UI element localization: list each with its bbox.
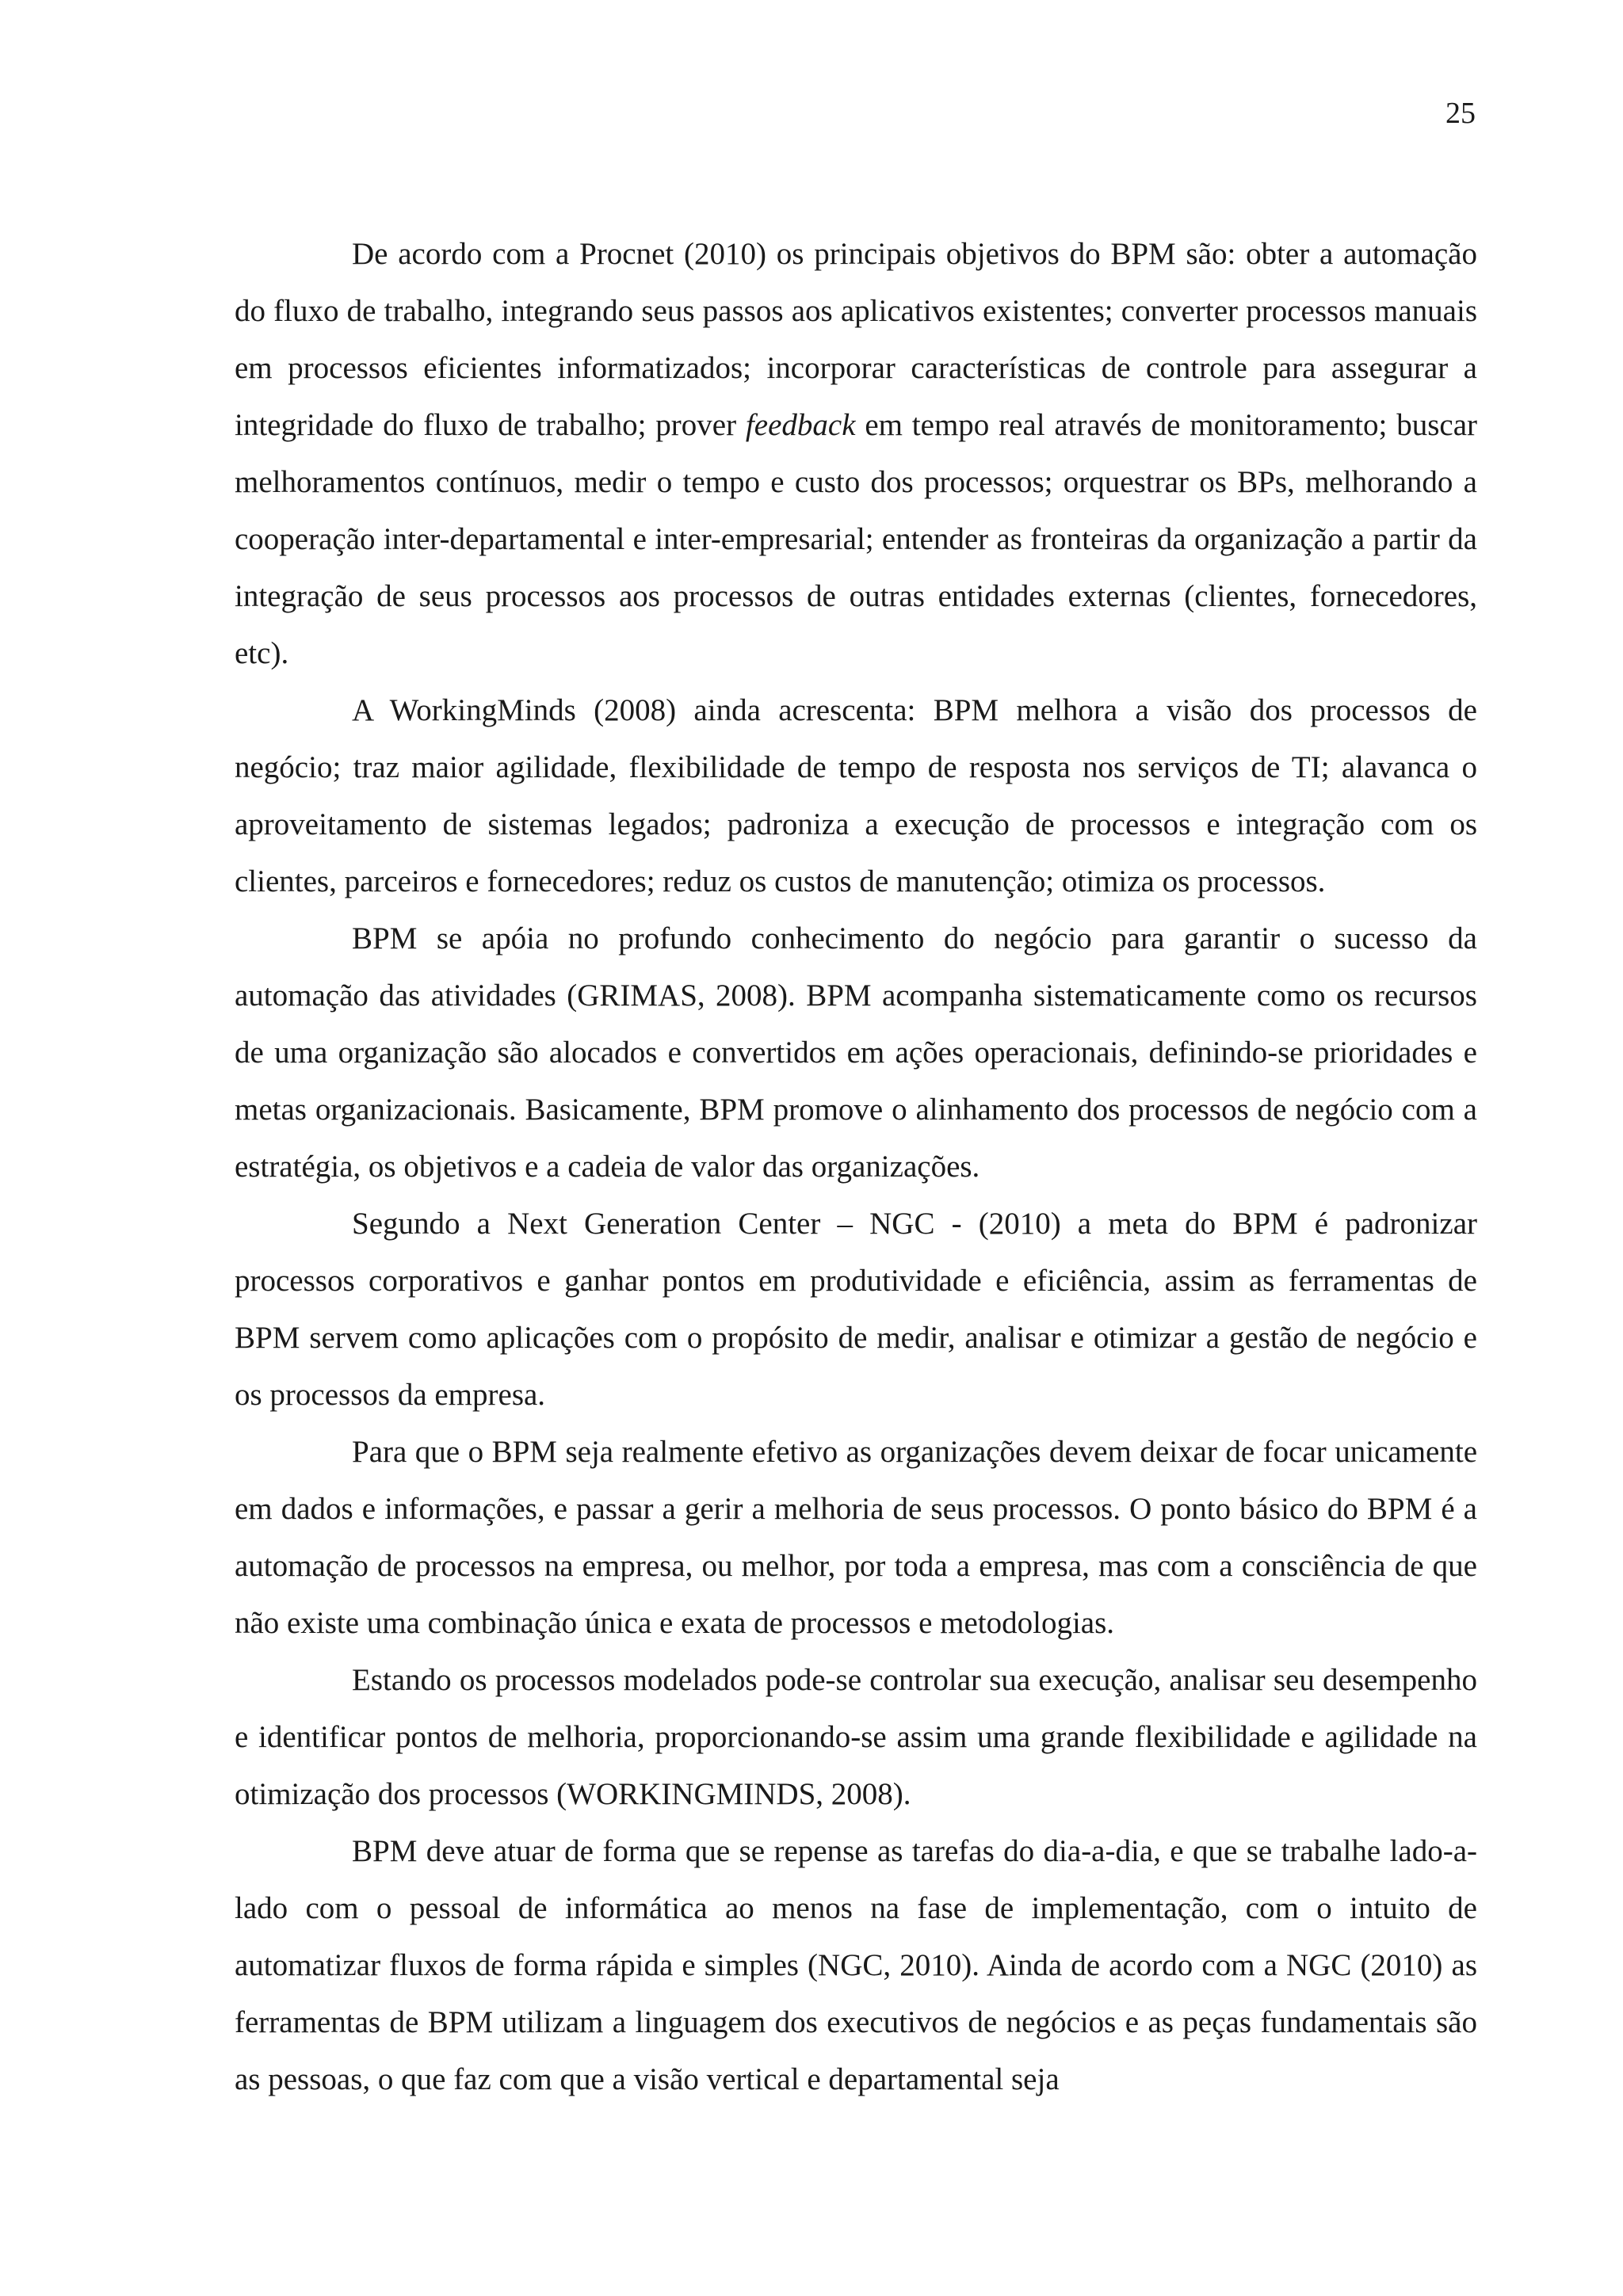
paragraph-text: em tempo real através de monitoramento; buscar melhoramentos contínuos, medir o tempo e custo dos processos; orquestrar os BPs, melhorando a cooperação inter-departamental e inter-empresarial; entender as fronteiras da organização a partir da integração de seus processos aos processos de outras entidades externas (clientes, fornecedores, etc). (235, 408, 1477, 670)
paragraph-bpm-objectives (235, 226, 1477, 682)
paragraph-workingminds: A WorkingMinds (2008) ainda acrescenta: BPM melhora a visão dos processos de negócio; traz maior agilidade, flexibilidade de tempo de resposta nos serviços de TI; alavanca o aproveitamento de sistemas legados; padroniza a execução de processos e integração com os clientes, parceiros e fornecedores; reduz os custos de manutenção; otimiza os processos. (235, 693, 1477, 898)
paragraph-text: De acordo com a Procnet (2010) os principais objetivos do BPM são: obter a automação do fluxo de trabalho, integrando seus passos aos aplicativos existentes; converter processos manuais em processos eficientes informatizados; incorporar características de controle para assegurar a integridade do fluxo de trabalho; prover (235, 237, 1477, 442)
page-number: 25 (1445, 97, 1476, 130)
paragraph-business-knowledge: BPM se apóia no profundo conhecimento do negócio para garantir o sucesso da automação das atividades (GRIMAS, 2008). BPM acompanha sistematicamente como os recursos de uma organização são alocados e convertidos em ações operacionais, definindo-se prioridades e metas organizacionais. Basicamente, BPM promove o alinhamento dos processos de negócio com a estratégia, os objetivos e a cadeia de valor das organizações. (235, 921, 1477, 1184)
paragraph-bpm-effectiveness: Para que o BPM seja realmente efetivo as organizações devem deixar de focar unicamente em dados e informações, e passar a gerir a melhoria de seus processos. O ponto básico do BPM é a automação de processos na empresa, ou melhor, por toda a empresa, mas com a consciência de que não existe uma combinação única e exata de processos e metodologias. (235, 1435, 1477, 1640)
paragraph-process-modeling: Estando os processos modelados pode-se controlar sua execução, analisar seu desempenho e identificar pontos de melhoria, proporcionando-se assim uma grande flexibilidade e agilidade na otimização dos processos (WORKINGMINDS, 2008). (235, 1663, 1477, 1811)
paragraph-next-generation-center: Segundo a Next Generation Center – NGC - (2010) a meta do BPM é padronizar processos corporativos e ganhar pontos em produtividade e eficiência, assim as ferramentas de BPM servem como aplicações com o propósito de medir, analisar e otimizar a gestão de negócio e os processos da empresa. (235, 1207, 1477, 1412)
body-text (235, 226, 1477, 2108)
paragraph-daily-tasks: BPM deve atuar de forma que se repense as tarefas do dia-a-dia, e que se trabalhe lado-a-lado com o pessoal de informática ao menos na fase de implementação, com o intuito de automatizar fluxos de forma rápida e simples (NGC, 2010). Ainda de acordo com a NGC (2010) as ferramentas de BPM utilizam a linguagem dos executivos de negócios e as peças fundamentais são as pessoas, o que faz com que a visão vertical e departamental seja (235, 1834, 1477, 2096)
italic-term: feedback (745, 408, 856, 442)
